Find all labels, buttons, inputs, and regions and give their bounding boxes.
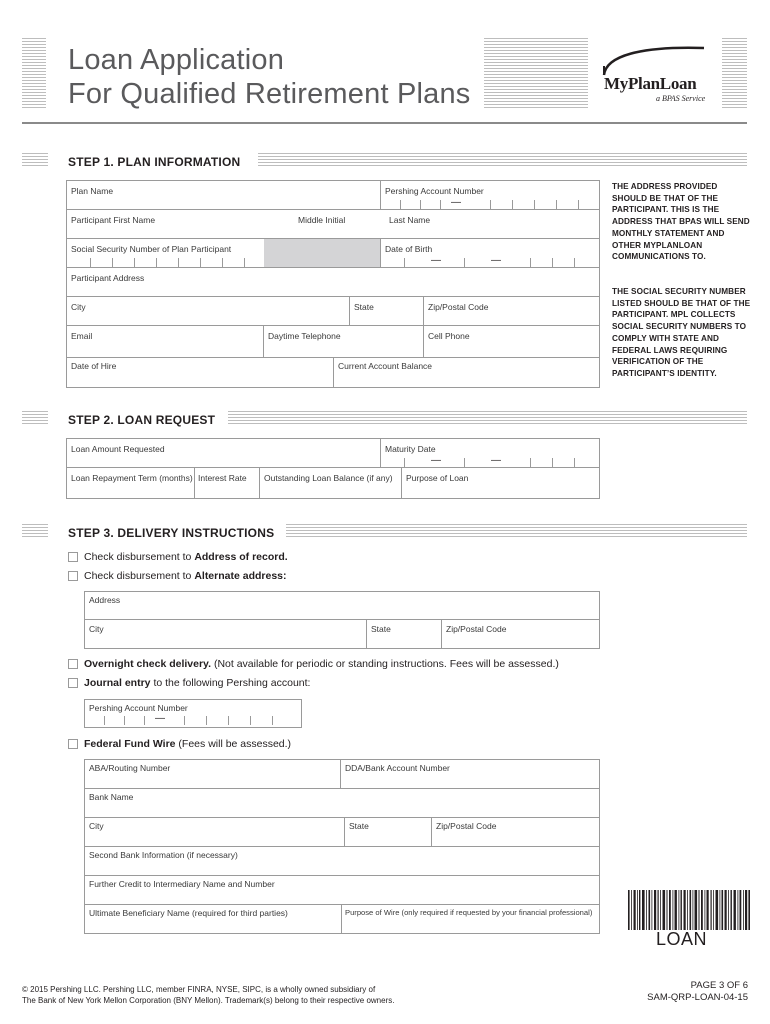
bank-name-field[interactable]: Bank Name <box>89 792 134 802</box>
step1-row-line <box>66 209 600 210</box>
divider <box>333 357 334 388</box>
wire-row-line <box>84 846 600 847</box>
divider <box>380 180 381 209</box>
dob-dash-1: — <box>431 255 441 266</box>
state-field[interactable]: State <box>354 302 374 312</box>
wire-zip-field[interactable]: Zip/Postal Code <box>436 821 497 831</box>
digit-tick <box>530 458 531 467</box>
digit-tick <box>404 458 405 467</box>
middle-initial-field[interactable]: Middle Initial <box>298 215 346 225</box>
journal-entry-checkbox[interactable] <box>68 678 78 688</box>
form-title-line1: Loan Application <box>68 44 285 76</box>
digit-tick <box>530 258 531 267</box>
step2-hatch-right <box>228 411 747 426</box>
repayment-term-field[interactable]: Loan Repayment Term (months) <box>71 473 193 483</box>
divider <box>194 467 195 499</box>
step3-hatch-left <box>22 524 48 539</box>
option-alternate-address[interactable] <box>68 570 287 582</box>
current-account-balance-field[interactable]: Current Account Balance <box>338 361 433 371</box>
divider <box>344 817 345 846</box>
digit-tick <box>574 258 575 267</box>
divider <box>380 438 381 467</box>
digit-tick <box>534 200 535 209</box>
maturity-dash-1: — <box>431 455 441 466</box>
step2-hatch-left <box>22 411 48 426</box>
address-of-record-checkbox[interactable] <box>68 552 78 562</box>
digit-tick <box>490 200 491 209</box>
wire-row-line <box>84 904 600 905</box>
city-field[interactable]: City <box>71 302 86 312</box>
participant-address-field[interactable]: Participant Address <box>71 273 145 283</box>
daytime-telephone-field[interactable]: Daytime Telephone <box>268 331 341 341</box>
purpose-of-loan-field[interactable]: Purpose of Loan <box>406 473 469 483</box>
alt-row-line <box>84 619 600 620</box>
divider <box>341 904 342 934</box>
digit-tick <box>574 458 575 467</box>
alt-address-box <box>84 591 600 649</box>
cell-phone-field[interactable]: Cell Phone <box>428 331 470 341</box>
digit-tick <box>272 716 273 725</box>
option-bold-text: Federal Fund Wire <box>84 738 176 750</box>
option-overnight-check[interactable] <box>68 658 559 670</box>
divider <box>259 467 260 499</box>
digit-tick <box>156 258 157 267</box>
dob-dash-2: — <box>491 255 501 266</box>
option-bold-text: Address of record. <box>194 551 288 563</box>
digit-tick <box>420 200 421 209</box>
digit-tick <box>552 258 553 267</box>
divider <box>349 296 350 325</box>
digit-tick <box>578 200 579 209</box>
second-bank-info-field[interactable]: Second Bank Information (if necessary) <box>89 850 238 860</box>
step1-row-line <box>66 267 600 268</box>
myplanloan-logo-swoosh-icon <box>600 42 710 76</box>
wire-row-line <box>84 817 600 818</box>
header-hatch-middle <box>484 38 588 110</box>
wire-city-field[interactable]: City <box>89 821 104 831</box>
digit-tick <box>556 200 557 209</box>
alt-city-field[interactable]: City <box>89 624 104 634</box>
digit-tick <box>206 716 207 725</box>
option-bold-text: Alternate address: <box>194 570 287 582</box>
digit-tick <box>552 458 553 467</box>
pershing-account-number-field[interactable]: Pershing Account Number <box>385 186 484 196</box>
divider <box>380 238 381 267</box>
option-bold-text: Overnight check delivery. <box>84 658 212 670</box>
digit-tick <box>512 200 513 209</box>
wire-state-field[interactable]: State <box>349 821 369 831</box>
maturity-dash-2: — <box>491 455 501 466</box>
digit-tick <box>440 200 441 209</box>
outstanding-balance-field[interactable]: Outstanding Loan Balance (if any) <box>264 473 393 483</box>
date-of-birth-field[interactable]: Date of Birth <box>385 244 433 254</box>
step2-row-line <box>66 467 600 468</box>
divider <box>423 325 424 357</box>
overnight-check-checkbox[interactable] <box>68 659 78 669</box>
digit-tick <box>178 258 179 267</box>
digit-tick <box>104 716 105 725</box>
step3-hatch-right <box>286 524 747 539</box>
loan-amount-field[interactable]: Loan Amount Requested <box>71 444 165 454</box>
maturity-date-field[interactable]: Maturity Date <box>385 444 436 454</box>
wire-row-line <box>84 875 600 876</box>
form-title-line2: For Qualified Retirement Plans <box>68 78 471 110</box>
option-text: Check disbursement to <box>84 551 195 563</box>
wire-row-line <box>84 788 600 789</box>
journal-dash: — <box>155 713 165 724</box>
divider <box>366 619 367 649</box>
barcode-label: LOAN <box>656 929 708 949</box>
divider <box>263 325 264 357</box>
ssn-field[interactable]: Social Security Number of Plan Participant <box>71 244 232 254</box>
myplanloan-logo: MyPlanLoan <box>604 74 697 93</box>
barcode-icon <box>628 890 750 930</box>
step1-hatch-left <box>22 153 48 168</box>
address-side-note: THE ADDRESS PROVIDED SHOULD BE THAT OF THE PARTICIPANT. THIS IS THE ADDRESS THAT BPAS WILL SEND MONTHLY STATEMENT AND OTHER MYPLANLOAN COMMUNICATIONS TO. <box>612 182 750 262</box>
footer-copyright-line2: The Bank of New York Mellon Corporation (BNY Mellon). Trademark(s) belong to their respective owners. <box>22 996 395 1005</box>
further-credit-field[interactable]: Further Credit to Intermediary Name and Number <box>89 879 275 889</box>
page-number: PAGE 3 OF 6 <box>690 980 748 991</box>
option-text: Check disbursement to <box>84 570 195 582</box>
digit-tick <box>134 258 135 267</box>
digit-tick <box>90 258 91 267</box>
digit-tick <box>144 716 145 725</box>
federal-fund-wire-checkbox[interactable] <box>68 739 78 749</box>
dda-account-field[interactable]: DDA/Bank Account Number <box>345 763 450 773</box>
step1-hatch-right <box>258 153 747 168</box>
digit-tick <box>464 458 465 467</box>
option-address-of-record[interactable] <box>68 551 288 563</box>
interest-rate-field[interactable]: Interest Rate <box>198 473 247 483</box>
digit-tick <box>200 258 201 267</box>
digit-tick <box>184 716 185 725</box>
header-hatch-right <box>722 38 747 110</box>
step3-title: STEP 3. DELIVERY INSTRUCTIONS <box>68 526 275 540</box>
header-hatch-left <box>22 38 46 110</box>
plan-name-field[interactable]: Plan Name <box>71 186 114 196</box>
participant-first-name-field[interactable]: Participant First Name <box>71 215 156 225</box>
divider <box>340 759 341 788</box>
logo-tagline: a BPAS Service <box>656 94 706 103</box>
ssn-side-note: THE SOCIAL SECURITY NUMBER LISTED SHOULD BE THAT OF THE PARTICIPANT. MPL COLLECTS SOCIAL SECURITY NUMBERS TO COMPLY WITH STATE AND FEDERAL LAWS REQUIRING VERIFICATION OF THE PARTICIPANT’S IDENTITY. <box>612 287 751 378</box>
divider <box>401 467 402 499</box>
form-code: SAM-QRP-LOAN-04-15 <box>647 992 748 1003</box>
footer-copyright-line1: © 2015 Pershing LLC. Pershing LLC, member FINRA, NYSE, SIPC, is a wholly owned subsidiary of <box>22 985 376 994</box>
journal-pershing-account-field[interactable]: Pershing Account Number <box>89 703 188 713</box>
digit-tick <box>400 200 401 209</box>
email-field[interactable]: Email <box>71 331 93 341</box>
alt-state-field[interactable]: State <box>371 624 391 634</box>
option-text: (Fees will be assessed.) <box>175 738 292 750</box>
option-federal-fund-wire[interactable] <box>68 738 291 750</box>
last-name-field[interactable]: Last Name <box>389 215 431 225</box>
option-text: (Not available for periodic or standing instructions. Fees will be assessed.) <box>211 658 559 670</box>
header-rule <box>22 122 747 124</box>
digit-tick <box>404 258 405 267</box>
purpose-of-wire-field[interactable]: Purpose of Wire (only required if requested by your financial professional) <box>345 908 593 917</box>
digit-tick <box>222 258 223 267</box>
divider <box>423 296 424 325</box>
digit-tick <box>228 716 229 725</box>
account-dash: — <box>451 197 461 208</box>
digit-tick <box>112 258 113 267</box>
step1-row-line <box>66 325 600 326</box>
digit-tick <box>244 258 245 267</box>
digit-tick <box>464 258 465 267</box>
option-journal-entry[interactable] <box>68 677 310 689</box>
step1-title: STEP 1. PLAN INFORMATION <box>68 155 241 169</box>
digit-tick <box>124 716 125 725</box>
digit-tick <box>250 716 251 725</box>
alternate-address-checkbox[interactable] <box>68 571 78 581</box>
alt-address-field[interactable]: Address <box>89 595 121 605</box>
divider <box>441 619 442 649</box>
page-info <box>647 980 748 1004</box>
alt-zip-field[interactable]: Zip/Postal Code <box>446 624 507 634</box>
ultimate-beneficiary-field[interactable]: Ultimate Beneficiary Name (required for third parties) <box>89 908 288 918</box>
step1-row-line <box>66 296 600 297</box>
option-bold-text: Journal entry <box>84 677 151 689</box>
aba-routing-field[interactable]: ABA/Routing Number <box>89 763 171 773</box>
ssn-shaded-area <box>264 239 380 267</box>
divider <box>431 817 432 846</box>
step2-title: STEP 2. LOAN REQUEST <box>68 413 216 427</box>
date-of-hire-field[interactable]: Date of Hire <box>71 361 117 371</box>
option-text: to the following Pershing account: <box>150 677 311 689</box>
zip-field[interactable]: Zip/Postal Code <box>428 302 489 312</box>
